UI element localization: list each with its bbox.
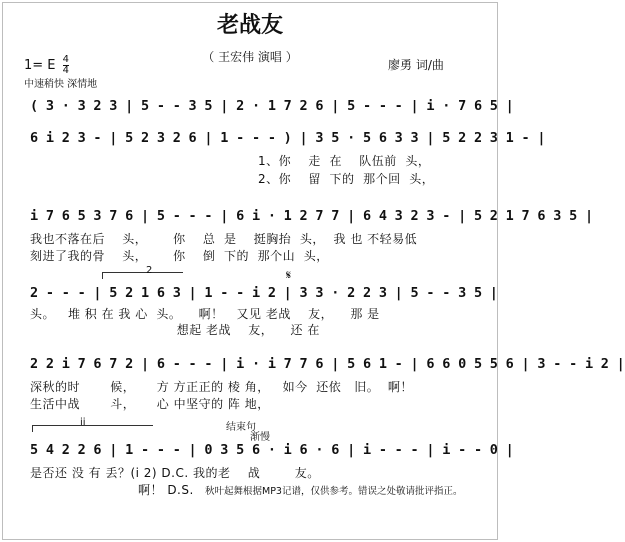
lyric-line-5b: 生活中战 斗， 心 中坚守的 阵 地，: [30, 397, 270, 411]
volta-bracket-2: [102, 272, 183, 279]
lyric-line-3a: 我也不落在后 头， 你 总 是 挺胸抬 头， 我 也 不轻易低: [30, 232, 418, 246]
key-signature: [24, 55, 69, 76]
lyric-line-2b: 2、你 留 下的 那个回 头，: [258, 172, 435, 186]
time-numerator: 4: [62, 54, 70, 65]
lyric-line-3b: 刻进了我的骨 头， 你 倒 下的 那个山 头，: [30, 249, 329, 263]
score-line-1: ( 3 · 3 2 3 | 5 - - 3 5 | 2 · 1 7 2 6 | 5 - - - | i · 7 6 5 |: [30, 98, 514, 114]
song-title: 老战友: [216, 13, 283, 38]
lyric-line-4b: 想起 老战 友， 还 在: [30, 323, 320, 337]
lyric-line-4a: 头。 堆 积 在 我 心 头。 啊！ 又见 老战 友， 那 是: [30, 307, 380, 321]
score-line-5: 2 2 i 7 6 7 2 | 6 - - - | i · i 7 7 6 | 5 6 1 - | 6 6 0 5 5 6 | 3 - - i 2 |: [30, 356, 625, 372]
lyric-line-5a: 深秋的时 候， 方 方正正的 棱 角， 如今 还依 旧。 啊！: [30, 380, 413, 394]
performer-subtitle: （ 王宏伟 演唱 ）: [202, 50, 298, 64]
lyricist-composer-credit: 廖勇 词/曲: [388, 58, 444, 72]
score-line-3: i 7 6 5 3 7 6 | 5 - - - | 6 i · 1 2 7 7 | 6 4 3 2 3 - | 5 2 1 7 6 3 5 |: [30, 208, 593, 224]
lyric-line-2a: 1、你 走 在 队伍前 头，: [258, 154, 431, 168]
transcription-footnote: 秋叶起舞根据MP3记谱，仅供参考。错误之处敬请批评指正。: [205, 486, 463, 497]
lyric-line-6a: 是否还 没 有 丢？(i 2) D.C. 我的老 战 友。: [30, 466, 320, 480]
time-signature: [63, 55, 69, 76]
volta-label-2: 2: [146, 265, 153, 276]
ritardando-label: 渐慢: [250, 432, 270, 443]
score-line-4: 2 - - - | 5 2 1 6 3 | 1 - - i 2 | 3 3 · 2 2 3 | 5 - - 3 5 |: [30, 285, 498, 301]
segno-mark: 𝄋: [286, 268, 292, 282]
coda-label: 结束句: [226, 422, 256, 433]
volta-label-ii: ii: [80, 417, 86, 428]
volta-bracket-ii: [32, 425, 153, 432]
lyric-line-6b: 啊！ D.S.: [138, 483, 194, 497]
time-denominator: 4: [62, 65, 70, 76]
tempo-marking: 中速稍快 深情地: [24, 79, 98, 90]
score-line-2: 6 i 2 3 - | 5 2 3 2 6 | 1 - - - ) | 3 5 · 5 6 3 3 | 5 2 2 3 1 - |: [30, 130, 546, 146]
score-line-6: 5 4 2 2 6 | 1 - - - | 0 3 5 6 · i 6 · 6 | i - - - | i - - 0 |: [30, 442, 514, 458]
key-label: 1= E: [24, 58, 56, 73]
